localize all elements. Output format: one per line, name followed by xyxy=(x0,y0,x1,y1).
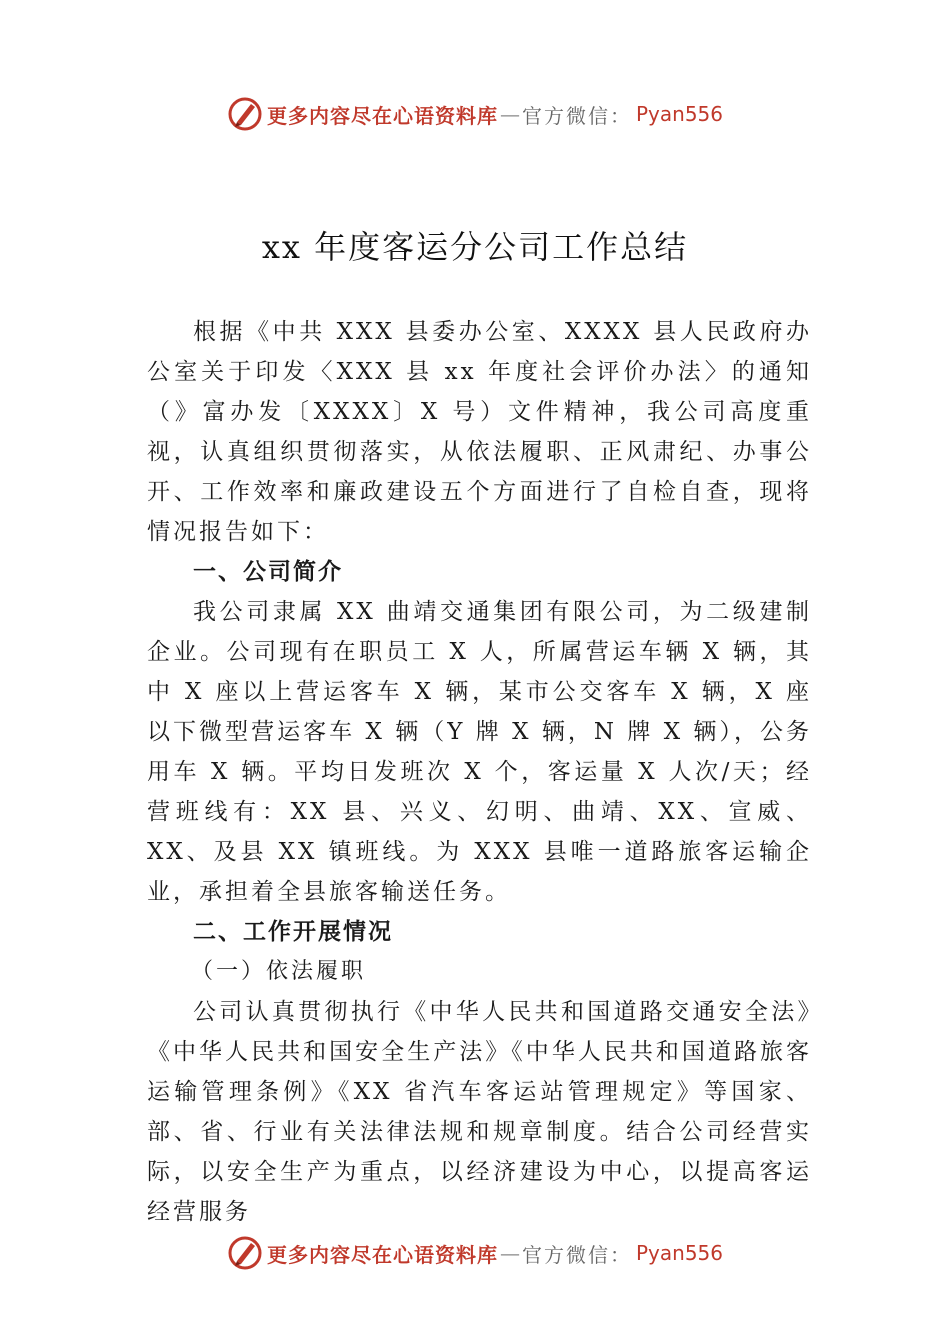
section2-heading: 二、工作开展情况 xyxy=(193,919,393,945)
banner-separator: — xyxy=(499,102,520,126)
footer-banner-brand: 更多内容尽在心语资料库 xyxy=(266,1242,498,1267)
subsection1-heading: （一）依法履职 xyxy=(191,959,367,984)
pen-logo-icon xyxy=(227,96,263,132)
document-body xyxy=(147,312,812,1232)
pen-logo-icon xyxy=(227,1235,263,1271)
footer-banner-separator: — xyxy=(499,1241,520,1265)
section1-heading: 一、公司简介 xyxy=(193,559,343,585)
intro-paragraph: 根据《中共 XXX 县委办公室、XXXX 县人民政府办公室关于印发〈XXX 县 xx 年度社会评价办法〉的通知（》富办发〔XXXX〕X 号）文件精神，我公司高度重视，认真组织贯彻落实，从依法履职、正风肃纪、办事公开、工作效率和廉政建设五个方面进行了自检自查，现将情况报告如下： xyxy=(147,319,812,545)
banner-wechat-id: Pyan556 xyxy=(635,102,723,126)
footer-banner-wechat-label: 官方微信： xyxy=(521,1242,632,1267)
document-title: xx 年度客运分公司工作总结 xyxy=(261,228,689,266)
header-banner xyxy=(0,94,950,134)
subsection1-paragraph: 公司认真贯彻执行《中华人民共和国道路交通安全法》《中华人民共和国安全生产法》《中华人民共和国道路旅客运输管理条例》《XX 省汽车客运站管理规定》等国家、部、省、行业有关法律法规和规章制度。结合公司经营实际，以安全生产为重点，以经济建设为中心，以提高客运经营服务 xyxy=(147,999,812,1225)
banner-wechat-label: 官方微信： xyxy=(521,103,632,128)
section1-paragraph: 我公司隶属 XX 曲靖交通集团有限公司，为二级建制企业。公司现有在职员工 X 人，所属营运车辆 X 辆，其中 X 座以上营运客车 X 辆，某市公交客车 X 辆，X 座以下微型营运客车 X 辆（Y 牌 X 辆，N 牌 X 辆），公务用车 X 辆。平均日发班次 X 个，客运量 X 人次/天；经营班线有：XX 县、兴义、幻明、曲靖、XX、宣威、XX、及县 XX 镇班线。为 XXX 县唯一道路旅客运输企业，承担着全县旅客输送任务。 xyxy=(147,599,812,905)
banner-brand: 更多内容尽在心语资料库 xyxy=(266,103,498,128)
footer-banner xyxy=(0,1233,950,1273)
footer-banner-wechat-id: Pyan556 xyxy=(635,1241,723,1265)
